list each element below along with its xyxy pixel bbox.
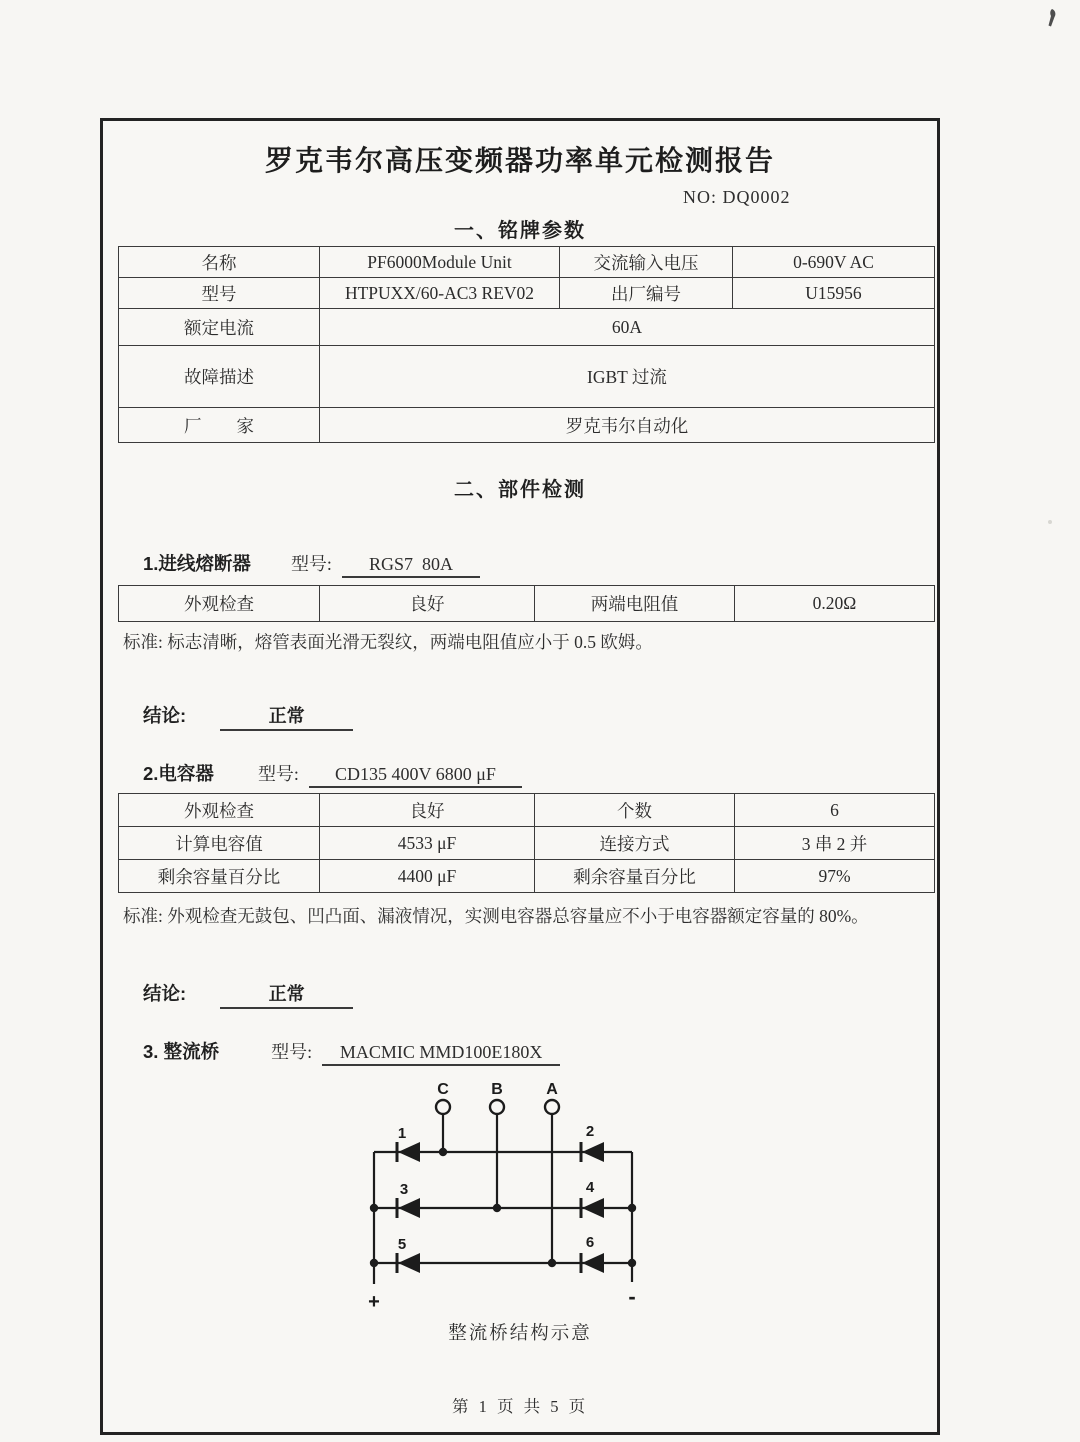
fuse-standard-text: 标准: 标志清晰，熔管表面光滑无裂纹，两端电阻值应小于 0.5 欧姆。 (123, 632, 653, 652)
table-cell: 出厂编号 (560, 278, 733, 309)
table-row (119, 827, 935, 860)
fuse-table (118, 585, 935, 622)
table-cell: 外观检查 (119, 586, 320, 622)
diode-number: 2 (585, 1123, 595, 1140)
table-row (119, 794, 935, 827)
section-heading-nameplate: 一、铭牌参数 (454, 220, 586, 242)
capacitor-conclusion-value: 正常 (220, 980, 353, 1009)
terminal-c-icon (436, 1100, 450, 1114)
junction-dot (370, 1204, 378, 1212)
section-heading-inspection: 二、部件检测 (454, 479, 586, 501)
table-cell: 计算电容值 (119, 827, 320, 860)
plus-label: + (368, 1291, 380, 1313)
table-cell: 4400 μF (320, 860, 535, 893)
diode-number: 1 (397, 1125, 407, 1142)
paper-speck (1048, 520, 1052, 524)
table-cell: 良好 (320, 586, 535, 622)
diode-number: 5 (397, 1236, 407, 1253)
table-cell: 剩余容量百分比 (119, 860, 320, 893)
table-cell: 4533 μF (320, 827, 535, 860)
fuse-model-value: RGS7 80A (342, 554, 480, 578)
junction-dot (628, 1204, 636, 1212)
page-number: 第 1 页 共 5 页 (451, 1397, 589, 1416)
diode-symbol (581, 1142, 604, 1162)
table-cell: 剩余容量百分比 (535, 860, 735, 893)
diode-symbol (397, 1198, 420, 1218)
table-cell: 良好 (320, 794, 535, 827)
model-label: 型号: (257, 764, 299, 784)
rectifier-model-value: MACMIC MMD100E180X (322, 1042, 560, 1066)
junction-dot (628, 1259, 636, 1267)
table-cell: 罗克韦尔自动化 (320, 408, 935, 443)
table-cell: HTPUXX/60-AC3 REV02 (320, 278, 560, 309)
table-cell: 额定电流 (119, 309, 320, 346)
table-row (119, 860, 935, 893)
nameplate-table (118, 246, 935, 443)
diode-symbol (581, 1198, 604, 1218)
table-cell: 交流输入电压 (560, 247, 733, 278)
junction-dot (439, 1148, 447, 1156)
capacitor-standard-text: 标准: 外观检查无鼓包、凹凸面、漏液情况，实测电容器总容量应不小于电容器额定容量的 80%。 (123, 906, 869, 926)
table-cell: 60A (320, 309, 935, 346)
doc-number: NO: DQ0002 (683, 187, 791, 207)
minus-label: - (628, 1284, 636, 1309)
table-cell: 3 串 2 并 (735, 827, 935, 860)
model-label: 型号: (271, 1042, 313, 1062)
table-cell: 个数 (535, 794, 735, 827)
model-label: 型号: (290, 554, 332, 574)
table-cell: 两端电阻值 (535, 586, 735, 622)
capacitor-item-name: 2.电容器 (143, 763, 214, 784)
diode-number: 6 (585, 1234, 595, 1251)
diode-symbol (397, 1253, 420, 1273)
conclusion-label: 结论: (143, 983, 187, 1004)
capacitor-model-value: CD135 400V 6800 μF (309, 764, 522, 788)
table-cell: IGBT 过流 (320, 346, 935, 408)
terminal-label-a: A (546, 1081, 558, 1098)
junction-dot (370, 1259, 378, 1267)
table-cell: 型号 (119, 278, 320, 309)
report-title: 罗克韦尔高压变频器功率单元检测报告 (264, 145, 775, 176)
table-cell: 0.20Ω (735, 586, 935, 622)
ink-smudge (1040, 6, 1064, 34)
table-row (119, 309, 935, 346)
table-cell: 0-690V AC (733, 247, 935, 278)
terminal-b-icon (490, 1100, 504, 1114)
table-cell: 97% (735, 860, 935, 893)
rectifier-item-name: 3. 整流桥 (143, 1041, 220, 1062)
diode-number: 4 (585, 1179, 595, 1196)
terminal-a-icon (545, 1100, 559, 1114)
table-row (119, 408, 935, 443)
table-cell: 外观检查 (119, 794, 320, 827)
table-row (119, 586, 935, 622)
table-row (119, 247, 935, 278)
table-row (119, 346, 935, 408)
fuse-conclusion-value: 正常 (220, 702, 353, 731)
table-cell: 名称 (119, 247, 320, 278)
junction-dot (548, 1259, 556, 1267)
terminal-label-b: B (491, 1081, 503, 1098)
diode-number: 3 (399, 1181, 409, 1198)
table-cell: 厂 家 (119, 408, 320, 443)
table-cell: PF6000Module Unit (320, 247, 560, 278)
diagram-caption: 整流桥结构示意 (448, 1324, 592, 1344)
table-cell: 连接方式 (535, 827, 735, 860)
terminal-label-c: C (437, 1081, 449, 1098)
table-cell: U15956 (733, 278, 935, 309)
diode-symbol (581, 1253, 604, 1273)
fuse-item-name: 1.进线熔断器 (143, 553, 251, 574)
junction-dot (493, 1204, 501, 1212)
table-row (119, 278, 935, 309)
report-frame (100, 118, 940, 1435)
conclusion-label: 结论: (143, 705, 187, 726)
table-cell: 故障描述 (119, 346, 320, 408)
rectifier-bridge-diagram (357, 1076, 677, 1326)
diode-symbol (397, 1142, 420, 1162)
capacitor-table (118, 793, 935, 893)
table-cell: 6 (735, 794, 935, 827)
